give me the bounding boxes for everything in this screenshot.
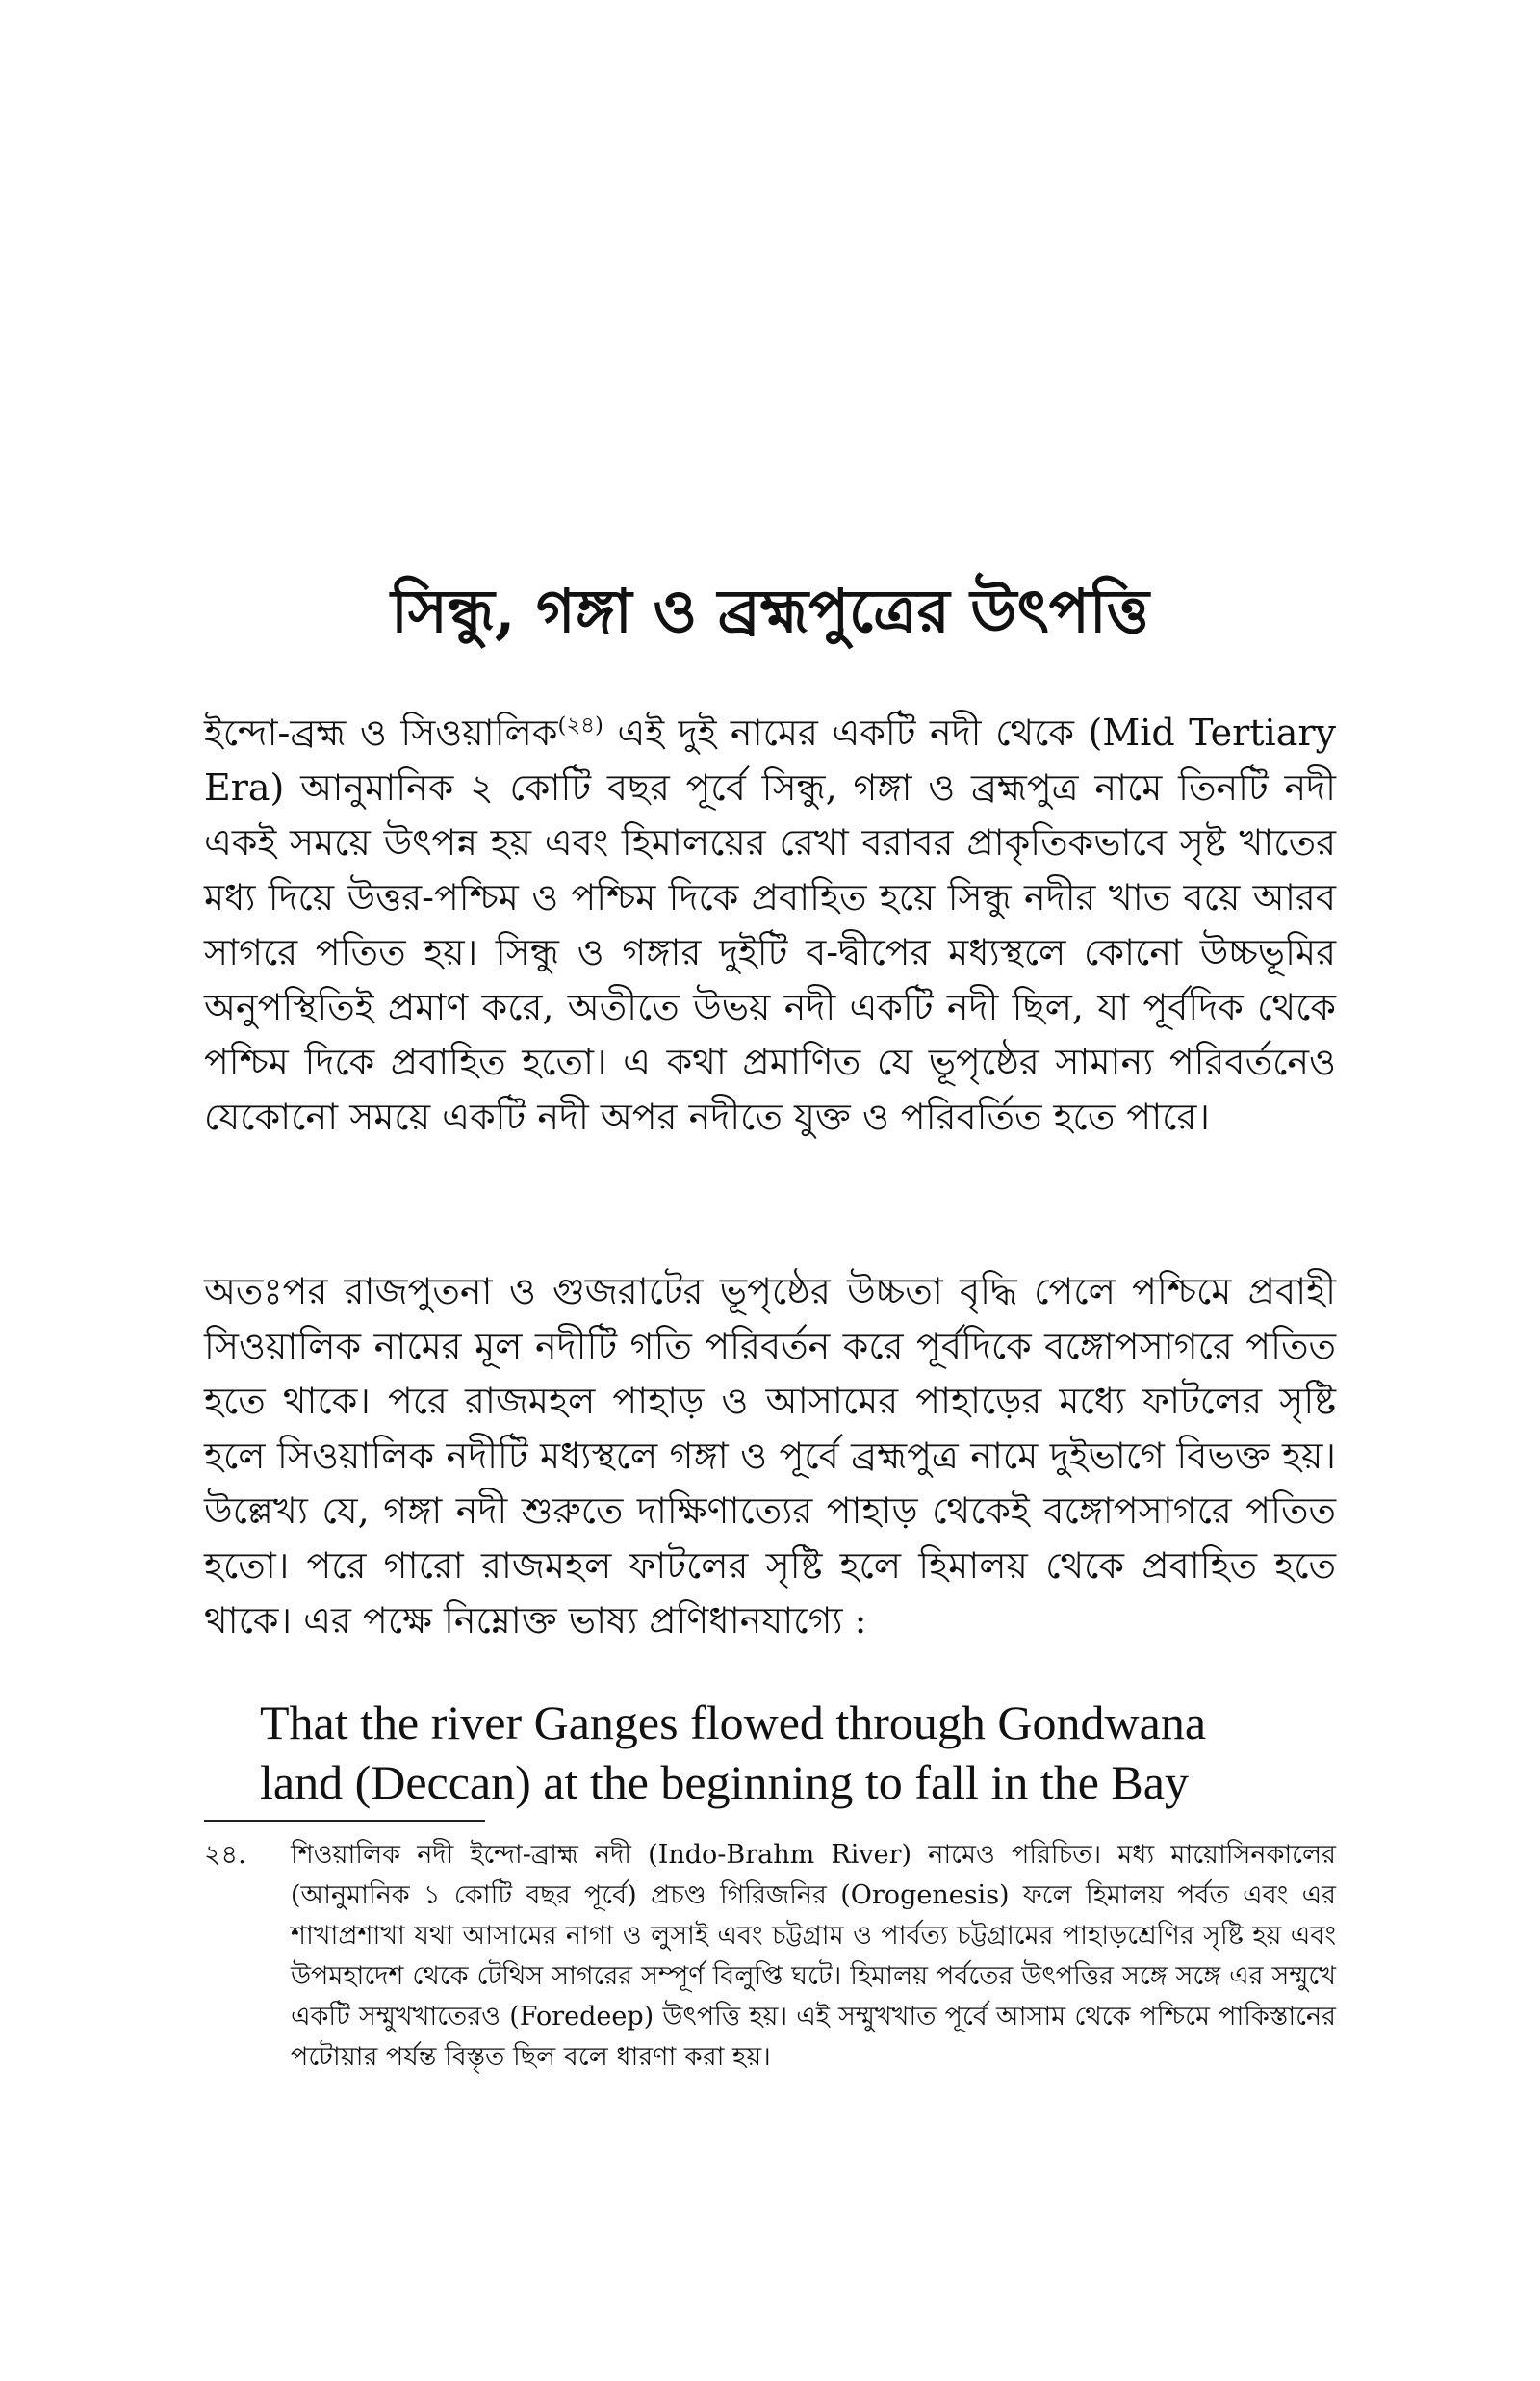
body-paragraph-1	[204, 706, 1336, 1145]
footnote-text: শিওয়ালিক নদী ইন্দো-ব্রাহ্ম নদী (Indo-Brahm River) নামেও পরিচিত। মধ্য মায়োসিনকালের (আনুমানিক ১ কোটি বছর পূর্বে) প্রচণ্ড গিরিজনির (Orogenesis) ফলে হিমালয় পর্বত এবং এর শাখাপ্রশাখা যথা আসামের নাগা ও লুসাই এবং চট্টগ্রাম ও পার্বত্য চট্টগ্রামের পাহাড়শ্রেণির সৃষ্টি হয় এবং উপমহাদেশ থেকে টেথিস সাগরের সম্পূর্ণ বিলুপ্তি ঘটে। হিমালয় পর্বতের উৎপত্তির সঙ্গে সঙ্গে এর সম্মুখে একটি সম্মুখখাতেরও (Foredeep) উৎপত্তি হয়। এই সম্মুখখাত পূর্বে আসাম থেকে পশ্চিমে পাকিস্তানের পটোয়ার পর্যন্ত বিস্তৃত ছিল বলে ধারণা করা হয়।	[291, 1840, 1336, 2072]
body-paragraph-2: অতঃপর রাজপুতনা ও গুজরাটের ভূপৃষ্ঠের উচ্চতা বৃদ্ধি পেলে পশ্চিমে প্রবাহী সিওয়ালিক নামের মূল নদীটি গতি পরিবর্তন করে পূর্বদিকে বঙ্গোপসাগরে পতিত হতে থাকে। পরে রাজমহল পাহাড় ও আসামের পাহাড়ের মধ্যে ফাটলের সৃষ্টি হলে সিওয়ালিক নদীটি মধ্যস্থলে গঙ্গা ও পূর্বে ব্রহ্মপুত্র নামে দুইভাগে বিভক্ত হয়। উল্লেখ্য যে, গঙ্গা নদী শুরুতে দাক্ষিণাত্যের পাহাড় থেকেই বঙ্গোপসাগরে পতিত হতো। পরে গারো রাজমহল ফাটলের সৃষ্টি হলে হিমালয় থেকে প্রবাহিত হতে থাকে। এর পক্ষে নিম্নোক্ত ভাষ্য প্রণিধানযাগ্যে :	[204, 1270, 1336, 1642]
quote-line-2: land (Deccan) at the beginning to fall in the Bay	[260, 1755, 1189, 1809]
page-title: সিন্ধু, গঙ্গা ও ব্রহ্মপুত্রের উৎপত্তি	[391, 576, 1149, 646]
paragraph-1-opening: ইন্দো-ব্রহ্ম ও সিওয়ালিক	[204, 712, 558, 754]
footnote-reference: (২৪)	[557, 712, 603, 738]
footnote-divider	[204, 1820, 485, 1822]
english-quote	[260, 1693, 1338, 1812]
paragraph-1-rest: এই দুই নামের একটি নদী থেকে (Mid Tertiary Era) আনুমানিক ২ কোটি বছর পূর্বে সিন্ধু, গঙ্গা ও ব্রহ্মপুত্র নামে তিনটি নদী একই সময়ে উৎপন্ন হয় এবং হিমালয়ের রেখা বরাবর প্রাকৃতিকভাবে সৃষ্ট খাতের মধ্য দিয়ে উত্তর-পশ্চিম ও পশ্চিম দিকে প্রবাহিত হয়ে সিন্ধু নদীর খাত বয়ে আরব সাগরে পতিত হয়। সিন্ধু ও গঙ্গার দুইটি ব-দ্বীপের মধ্যস্থলে কোনো উচ্চভূমির অনুপস্থিতিই প্রমাণ করে, অতীতে উভয় নদী একটি নদী ছিল, যা পূর্বদিক থেকে পশ্চিম দিকে প্রবাহিত হতো। এ কথা প্রমাণিত যে ভূপৃষ্ঠের সামান্য পরিবর্তনেও যেকোনো সময়ে একটি নদী অপর নদীতে যুক্ত ও পরিবর্তিত হতে পারে।	[204, 712, 1336, 1138]
footnote-number: ২৪.	[204, 1840, 246, 1870]
quote-line-1: That the river Ganges flowed through Gondwana	[260, 1695, 1207, 1749]
